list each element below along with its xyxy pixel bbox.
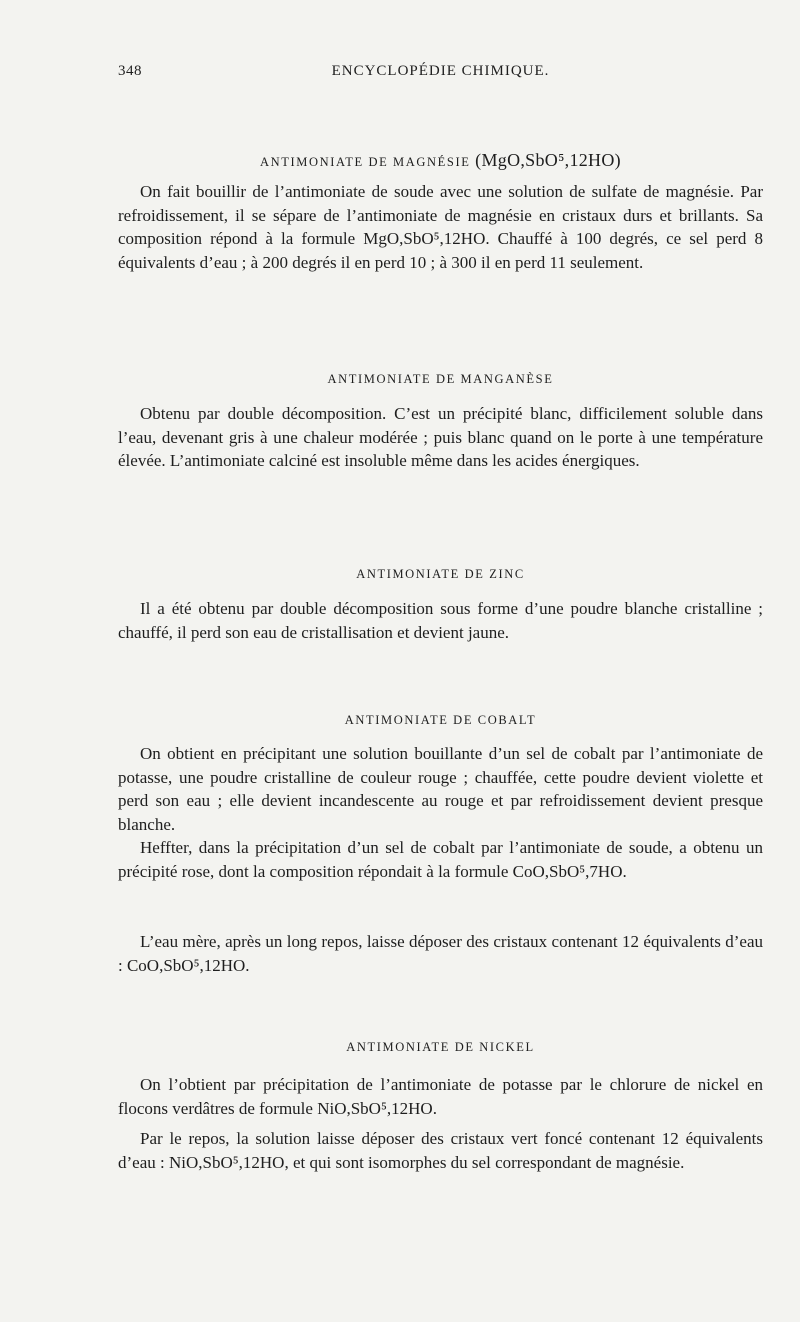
section-title-text: ANTIMONIATE DE COBALT [344, 713, 537, 727]
section-formula: (MgO,SbO⁵,12HO) [475, 150, 621, 170]
paragraph-text: Heffter, dans la précipitation d’un sel de cobalt par l’antimoniate de soude, a obtenu un précipité rose, dont la composition répondait à la formule CoO,SbO⁵,7HO. [118, 838, 763, 881]
section-title-manganese [118, 372, 763, 387]
section-title-text: ANTIMONIATE DE ZINC [356, 567, 525, 581]
section-title-magnesie [118, 150, 763, 171]
section-title-zinc [118, 567, 763, 582]
paragraph-text: On obtient en précipitant une solution bouillante d’un sel de cobalt par l’antimoniate de potasse, une poudre cristalline de couleur rouge ; chauffée, cette poudre devient violette et perd son eau ; elle devient incandescente au rouge et par refroidissement devient presque blanche. [118, 744, 763, 834]
paragraph [118, 402, 763, 473]
paragraph-text: L’eau mère, après un long repos, laisse déposer des cristaux contenant 12 équivalents d’eau : CoO,SbO⁵,12HO. [118, 932, 763, 975]
running-title: ENCYCLOPÉDIE CHIMIQUE. [331, 63, 550, 79]
page-header [118, 63, 763, 85]
section-title-nickel [118, 1040, 763, 1055]
paragraph-text: On fait bouillir de l’antimoniate de soude avec une solution de sulfate de magnésie. Par refroidissement, il se sépare de l’antimoniate de magnésie en cristaux durs et brillants. Sa composition répond à la formule MgO,SbO⁵,12HO. Chauffé à 100 degrés, ce sel perd 8 équivalents d’eau ; à 200 degrés il en perd 10 ; à 300 il en perd 11 seulement. [118, 182, 763, 272]
paragraph-text: On l’obtient par précipitation de l’antimoniate de potasse par le chlorure de nickel en flocons verdâtres de formule NiO,SbO⁵,12HO. [118, 1075, 763, 1118]
paragraph [118, 1127, 763, 1174]
paragraph-text: Obtenu par double décomposition. C’est un précipité blanc, difficilement soluble dans l’eau, devenant gris à une chaleur modérée ; puis blanc quand on le porte à une température élevée. L’antimoniate calciné est insoluble même dans les acides énergiques. [118, 404, 763, 470]
paragraph [118, 180, 763, 274]
section-title-text: ANTIMONIATE DE MAGNÉSIE [260, 155, 471, 169]
section-title-cobalt [118, 713, 763, 728]
page-number: 348 [118, 63, 142, 79]
section-title-text: ANTIMONIATE DE MANGANÈSE [327, 372, 554, 386]
paragraph [118, 836, 763, 883]
paragraph [118, 930, 763, 977]
paragraph [118, 742, 763, 836]
paragraph-text: Il a été obtenu par double décomposition sous forme d’une poudre blanche cristalline ; chauffé, il perd son eau de cristallisation et devient jaune. [118, 599, 763, 642]
paragraph-text: Par le repos, la solution laisse déposer des cristaux vert foncé contenant 12 équivalents d’eau : NiO,SbO⁵,12HO, et qui sont isomorphes du sel correspondant de magnésie. [118, 1129, 763, 1172]
paragraph [118, 1073, 763, 1120]
section-title-text: ANTIMONIATE DE NICKEL [346, 1040, 535, 1054]
paragraph [118, 597, 763, 644]
